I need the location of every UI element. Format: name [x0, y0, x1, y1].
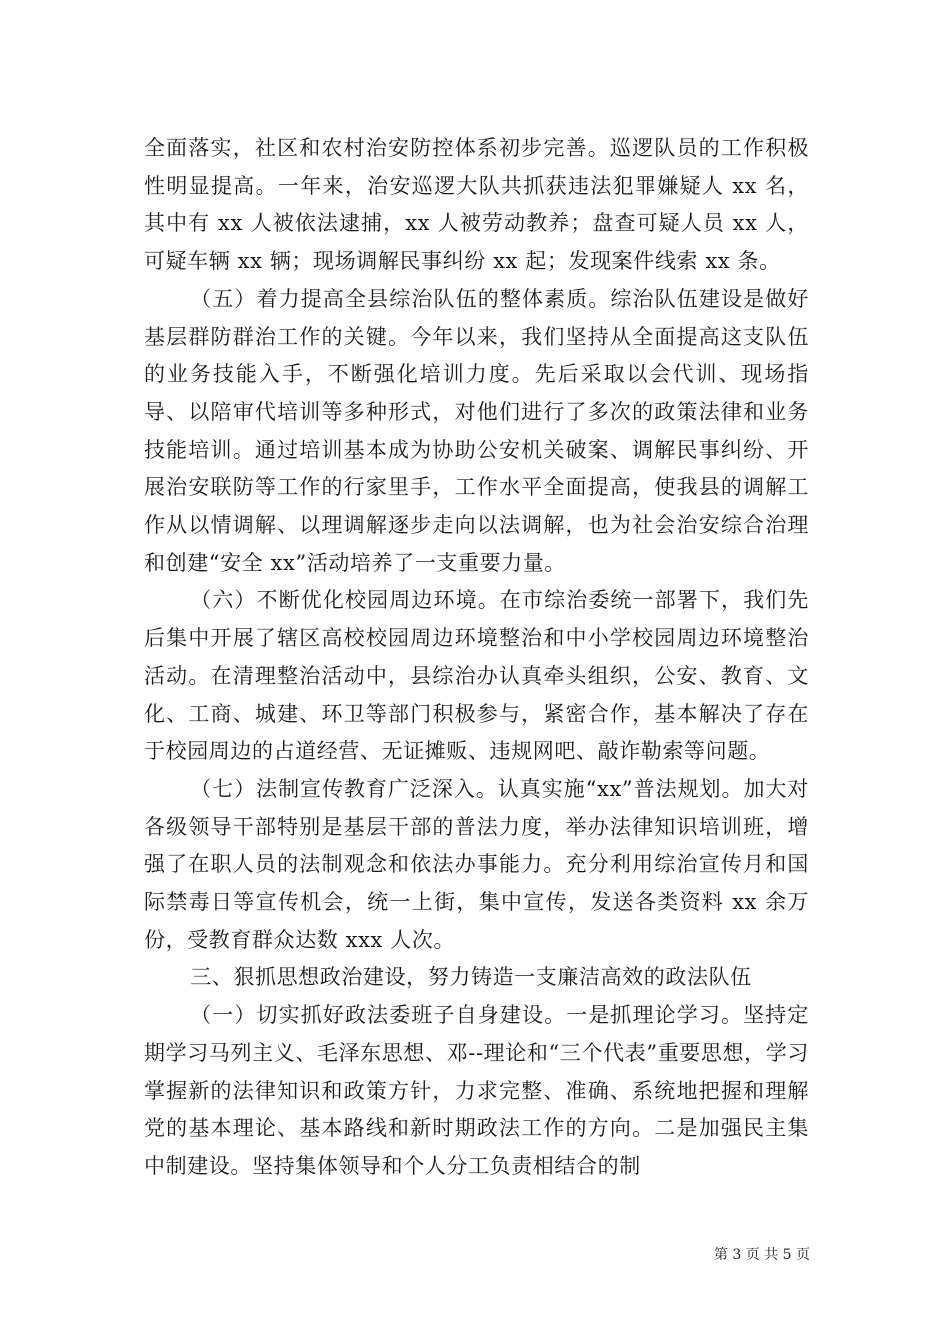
paragraph-section-7: （七）法制宣传教育广泛深入。认真实施“xx”普法规划。加大对各级领导干部特别是基层干部的普法力度，举办法律知识培训班，增强了在职人员的法制观念和依法办事能力。充分利用综治宣传月和国际禁毒日等宣传机会，统一上街，集中宣传，发送各类资料 xx 余万份，受教育群众达数 xxx 人次。	[144, 776, 809, 952]
page-number-footer: 第 3 页 共 5 页	[713, 1247, 810, 1263]
paragraph-section-6: （六）不断优化校园周边环境。在市综治委统一部署下，我们先后集中开展了辖区高校校园周边环境整治和中小学校园周边环境整治活动。在清理整治活动中，县综治办认真牵头组织，公安、教育、文化、工商、城建、环卫等部门积极参与，紧密合作，基本解决了存在于校园周边的占道经营、无证摊贩、违规网吧、敲诈勒索等问题。	[144, 588, 809, 764]
paragraph-continuation: 全面落实，社区和农村治安防控体系初步完善。巡逻队员的工作积极性明显提高。一年来，治安巡逻大队共抓获违法犯罪嫌疑人 xx 名，其中有 xx 人被依法逮捕，xx 人被劳动教养；盘查可疑人员 xx 人，可疑车辆 xx 辆；现场调解民事纠纷 xx 起；发现案件线索 xx 条。	[144, 136, 809, 274]
paragraph-subsection-1: （一）切实抓好政法委班子自身建设。一是抓理论学习。坚持定期学习马列主义、毛泽东思想、邓--理论和“三个代表”重要思想，学习掌握新的法律知识和政策方针，力求完整、准确、系统地把握和理解党的基本理论、基本路线和新时期政法工作的方向。二是加强民主集中制建设。坚持集体领导和个人分工负责相结合的制	[144, 1003, 809, 1178]
section-heading-3: 三、狠抓思想政治建设，努力铸造一支廉洁高效的政法队伍	[190, 965, 752, 990]
paragraph-section-5: （五）着力提高全县综治队伍的整体素质。综治队伍建设是做好基层群防群治工作的关键。今年以来，我们坚持从全面提高这支队伍的业务技能入手，不断强化培训力度。先后采取以会代训、现场指导、以陪审代培训等多种形式，对他们进行了多次的政策法律和业务技能培训。通过培训基本成为协助公安机关破案、调解民事纠纷、开展治安联防等工作的行家里手，工作水平全面提高，使我县的调解工作从以情调解、以理调解逐步走向以法调解，也为社会治安综合治理和创建“安全 xx”活动培养了一支重要力量。	[144, 286, 809, 575]
document-body	[144, 130, 809, 1186]
